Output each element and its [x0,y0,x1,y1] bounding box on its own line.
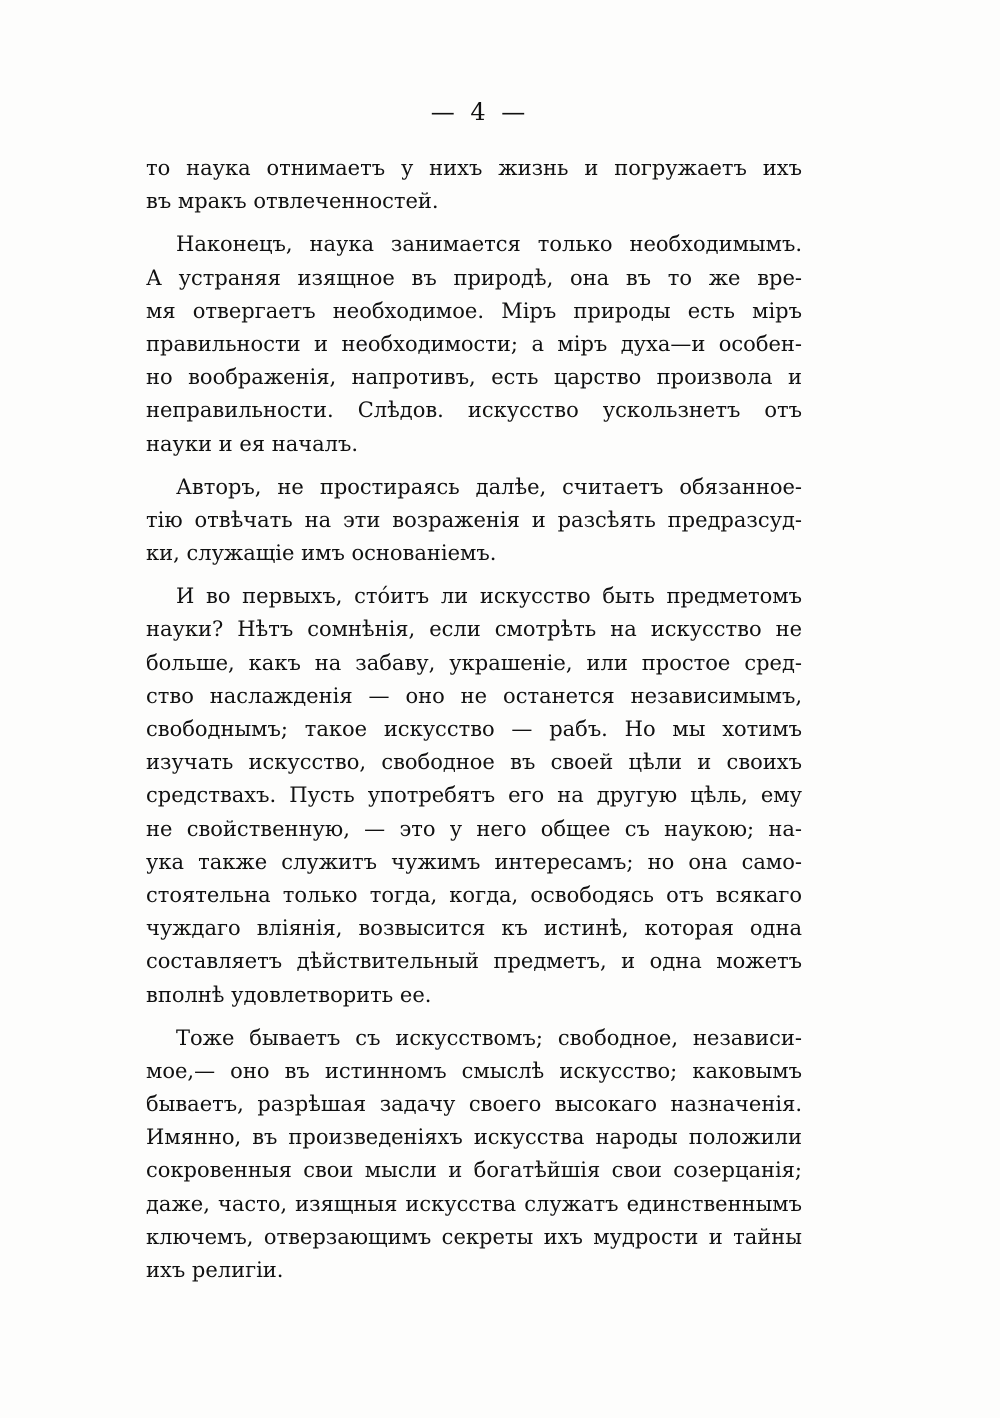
paragraph-gap [146,570,802,580]
paragraph-gap [146,218,802,228]
text-line: неправильности. Слѣдов. искусство ускользнетъ отъ [146,398,802,423]
text-line: И во первыхъ, стóитъ ли искусство быть предметомъ [176,584,802,609]
paragraph [146,228,802,460]
text-line: не свойственную, — это у него общее съ наукою; на- [146,816,802,841]
text-line: больше, какъ на забаву, украшеніе, или простое сред- [146,650,802,675]
paragraph [146,471,802,571]
text-line: свободнымъ; такое искусство — рабъ. Но мы хотимъ [146,717,802,741]
text-line: средствахъ. Пусть употребятъ его на другую цѣль, ему [146,783,802,808]
page-number: — 4 — [430,98,530,126]
text-line: мое,— оно въ истинномъ смыслѣ искусство; каковымъ [146,1058,802,1083]
text-line: ука также служитъ чужимъ интересамъ; но она само- [146,849,802,874]
text-line: ихъ религіи. [146,1258,284,1282]
text-line: составляетъ дѣйствительный предметъ, и одна можетъ [146,949,802,974]
page-body-text [146,152,802,1287]
text-line: стоятельна только тогда, когда, освободясь отъ всякаго [146,882,802,907]
text-line: ство наслажденія — оно не останется независимымъ, [146,683,802,708]
text-line: чуждаго вліянія, возвысится къ истинѣ, которая одна [146,916,802,941]
paragraph [146,152,802,218]
text-line: сокровенныя свои мысли и богатѣйшія свои созерцанія; [146,1158,802,1183]
text-line: А устраняя изящное въ природѣ, она въ то же вре- [146,265,802,290]
text-line: вполнѣ удовлетворить ее. [146,982,432,1007]
text-line: Авторъ, не простираясь далѣе, считаетъ обязанное- [176,474,802,499]
text-line: мя отвергаетъ необходимое. Міръ природы есть міръ [146,298,802,323]
text-line: Имянно, въ произведеніяхъ искусства народы положили [146,1125,802,1150]
text-line: ключемъ, отверзающимъ секреты ихъ мудрости и тайны [146,1224,802,1249]
text-line: бываетъ, разрѣшая задачу своего высокаго назначенія. [146,1092,802,1117]
paragraph [146,580,802,1011]
text-line: правильности и необходимости; а міръ духа—и особен- [146,331,802,356]
text-line: то наука отнимаетъ у нихъ жизнь и погружаетъ ихъ [146,156,802,180]
text-line: изучать искусство, свободное въ своей цѣли и своихъ [146,750,802,775]
text-line: Тоже бываетъ съ искусствомъ; свободное, независи- [176,1025,802,1050]
text-line: въ мракъ отвлеченностей. [146,189,439,214]
paragraph-gap [146,1012,802,1022]
text-line: науки? Нѣтъ сомнѣнія, если смотрѣть на искусство не [146,617,802,642]
paragraph [146,1022,802,1288]
text-line: науки и ея началъ. [146,431,358,456]
paragraph-gap [146,461,802,471]
text-line: даже, часто, изящныя искусства служатъ единственнымъ [146,1191,802,1216]
text-line: ки, служащіе имъ основаніемъ. [146,541,497,566]
text-line: тію отвѣчать на эти возраженія и разсѣять предразсуд- [146,507,802,532]
text-line: но воображенія, напротивъ, есть царство произвола и [146,365,802,390]
text-line: Наконецъ, наука занимается только необходимымъ. [176,232,802,257]
